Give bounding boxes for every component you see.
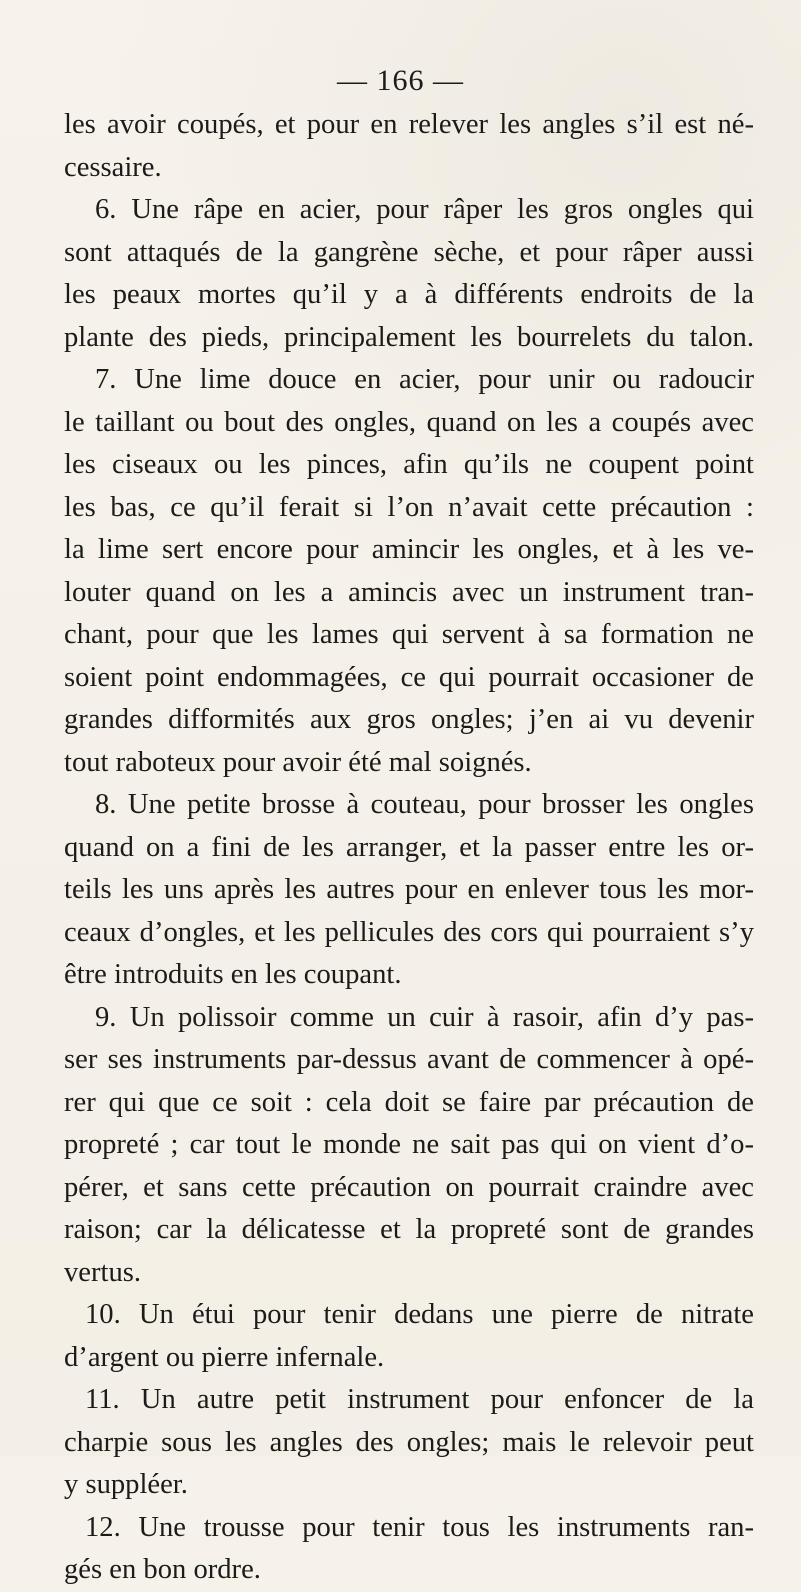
item-9-line-7: vertus. xyxy=(64,1256,142,1288)
item-7-line-6: louter quand on les a amincis avec un instrument tran- xyxy=(64,576,754,608)
item-7-line-1: 7. Une lime douce en acier, pour unir ou radoucir xyxy=(95,364,754,395)
item-6-line-4: plante des pieds, principalement les bourrelets du talon. xyxy=(64,321,754,353)
item-6-line-3: les peaux mortes qu’il y a à différents endroits de la xyxy=(64,279,754,310)
item-10-line-1: 10. Un étui pour tenir dedans une pierre de nitrate xyxy=(85,1299,754,1330)
item-7-line-10: tout raboteux pour avoir été mal soignés. xyxy=(64,746,532,778)
item-7-line-3: les ciseaux ou les pinces, afin qu’ils ne coupent point xyxy=(64,449,754,480)
item-8-line-5: être introduits en les coupant. xyxy=(64,959,402,990)
item-8-line-1: 8. Une petite brosse à couteau, pour brosser les ongles xyxy=(95,789,754,820)
item-9-line-4: propreté ; car tout le monde ne sait pas qui on vient d’o- xyxy=(64,1129,754,1160)
item-9-line-6: raison; car la délicatesse et la propreté sont de grandes xyxy=(64,1214,754,1245)
item-9-line-2: ser ses instruments par-dessus avant de commencer à opé- xyxy=(64,1044,754,1075)
text-line-2: cessaire. xyxy=(64,151,162,183)
item-9-line-1: 9. Un polissoir comme un cuir à rasoir, afin d’y pas- xyxy=(95,1001,754,1033)
item-6-line-2: sont attaqués de la gangrène sèche, et pour râper aussi xyxy=(64,236,754,268)
item-12-line-1: 12. Une trousse pour tenir tous les instruments ran- xyxy=(85,1511,754,1543)
item-9-line-3: rer qui que ce soit : cela doit se faire par précaution de xyxy=(64,1086,754,1118)
item-11-line-3: y suppléer. xyxy=(64,1469,188,1500)
text-line-1: les avoir coupés, et pour en relever les angles s’il est né- xyxy=(64,109,754,140)
item-7-line-5: la lime sert encore pour amincir les ongles, et à les ve- xyxy=(64,534,754,565)
item-11-line-1: 11. Un autre petit instrument pour enfoncer de la xyxy=(85,1384,754,1415)
item-7-line-2: le taillant ou bout des ongles, quand on les a coupés avec xyxy=(64,406,754,438)
item-7-line-4: les bas, ce qu’il ferait si l’on n’avait cette précaution : xyxy=(64,491,754,523)
page-number: — 166 — xyxy=(337,64,464,97)
item-8-line-4: ceaux d’ongles, et les pellicules des cors qui pourraient s’y xyxy=(64,916,754,948)
item-8-line-2: quand on a fini de les arranger, et la passer entre les or- xyxy=(64,831,754,863)
item-7-line-8: soient point endommagées, ce qui pourrait occasioner de xyxy=(64,661,754,693)
item-7-line-7: chant, pour que les lames qui servent à sa formation ne xyxy=(64,619,754,650)
item-9-line-5: pérer, et sans cette précaution on pourrait craindre avec xyxy=(64,1171,754,1203)
item-8-line-3: teils les uns après les autres pour en enlever tous les mor- xyxy=(64,874,754,905)
item-12-line-2: gés en bon ordre. xyxy=(64,1554,261,1585)
item-7-line-9: grandes difformités aux gros ongles; j’en ai vu devenir xyxy=(64,704,754,735)
item-10-line-2: d’argent ou pierre infernale. xyxy=(64,1341,385,1373)
body-text xyxy=(64,104,754,1592)
item-11-line-2: charpie sous les angles des ongles; mais le relevoir peut xyxy=(64,1426,754,1458)
item-6-line-1: 6. Une râpe en acier, pour râper les gros ongles qui xyxy=(95,194,754,225)
